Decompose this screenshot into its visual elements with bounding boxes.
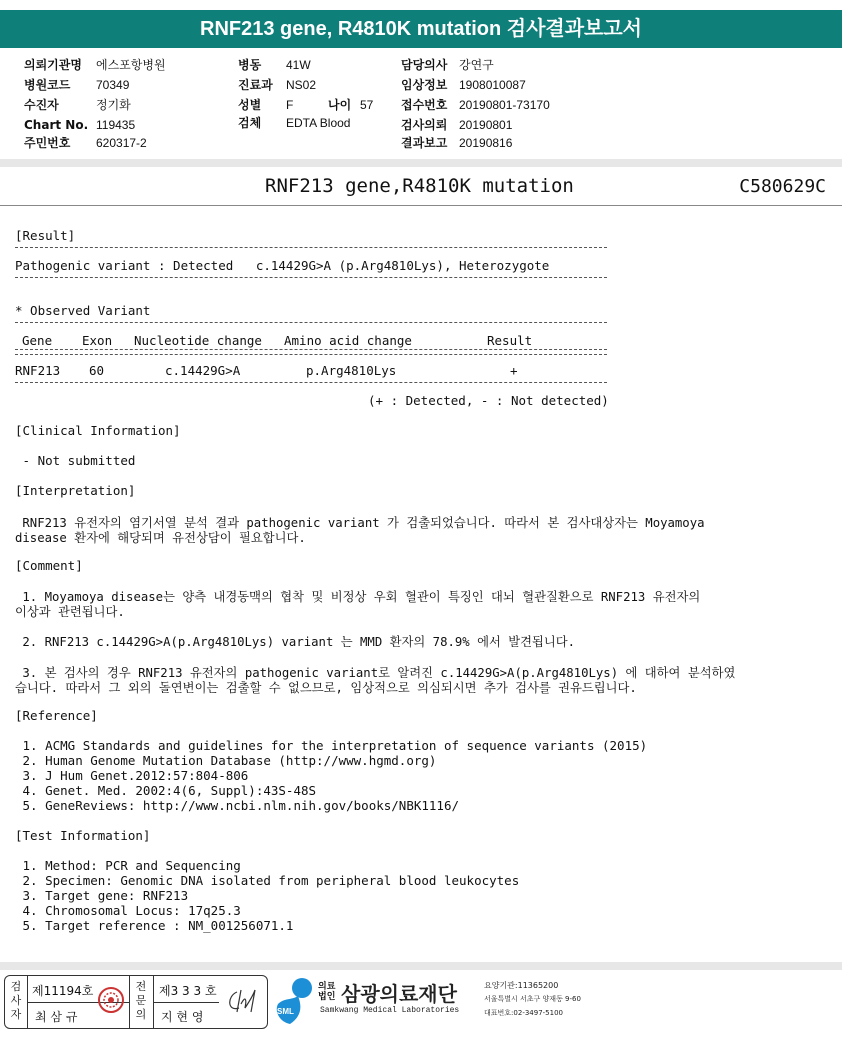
test-info-item: 5. Target reference : NM_001256071.1 — [15, 918, 294, 933]
interpretation-line-1: RNF213 유전자의 염기서열 분석 결과 pathogenic variant 가 검출되었습니다. 따라서 본 검사대상자는 Moyamoya — [15, 516, 705, 530]
table-cell-result: + — [510, 363, 518, 378]
dashed-rule — [15, 382, 607, 383]
report-header-title: RNF213 gene, R4810K mutation 검사결과보고서 — [0, 10, 842, 48]
info-clinical-info: 임상정보 1908010087 — [401, 78, 526, 92]
info-ward: 병동 41W — [238, 58, 311, 72]
org-phone: 대표번호:02-3497-5100 — [484, 1009, 563, 1017]
info-patient-name: 수진자 정기화 — [24, 98, 131, 112]
report-code: C580629C — [739, 176, 826, 197]
observed-variant-heading: * Observed Variant — [15, 303, 151, 318]
table-cell-nucleotide: c.14429G>A — [165, 363, 241, 378]
table-cell-amino-acid: p.Arg4810Lys — [306, 363, 397, 378]
specialist-name: 지 현 영 — [161, 1010, 204, 1024]
signature-box — [4, 975, 268, 1029]
org-code: 요양기관:11365200 — [484, 981, 559, 990]
report-title: RNF213 gene,R4810K mutation — [265, 175, 574, 197]
interpretation-line-2: disease 환자에 해당되며 유전상담이 필요합니다. — [15, 531, 306, 545]
seal-stamp-icon — [97, 986, 125, 1014]
reference-heading: [Reference] — [15, 708, 98, 723]
result-line: Pathogenic variant : Detected c.14429G>A (p.Arg4810Lys), Heterozygote — [15, 258, 550, 273]
table-cell-gene: RNF213 — [15, 363, 61, 378]
examiner-name: 최 삼 규 — [35, 1010, 78, 1024]
reference-item: 4. Genet. Med. 2002:4(6, Suppl):43S-48S — [15, 783, 317, 798]
test-info-item: 4. Chromosomal Locus: 17q25.3 — [15, 903, 241, 918]
table-header-result: Result — [487, 333, 533, 348]
info-receipt-no: 접수번호 20190801-73170 — [401, 98, 550, 112]
org-english-name: Samkwang Medical Laboratories — [320, 1006, 460, 1015]
table-header-amino-acid: Amino acid change — [284, 333, 412, 348]
reference-item: 1. ACMG Standards and guidelines for the interpretation of sequence variants (2015) — [15, 738, 648, 753]
examiner-license: 제11194호 — [32, 984, 94, 998]
reference-item: 3. J Hum Genet.2012:57:804-806 — [15, 768, 249, 783]
result-heading: [Result] — [15, 228, 76, 243]
comment-heading: [Comment] — [15, 558, 83, 573]
org-prefix: 의료법인 — [318, 982, 336, 1002]
examiner-label: 검사자 — [10, 980, 22, 1021]
reference-item: 2. Human Genome Mutation Database (http://www.hgmd.org) — [15, 753, 437, 768]
clinical-heading: [Clinical Information] — [15, 423, 181, 438]
comment-3-line-1: 3. 본 검사의 경우 RNF213 유전자의 pathogenic variant로 알려진 c.14429G>A(p.Arg4810Lys) 에 대하여 분석하였 — [15, 666, 736, 680]
test-info-item: 3. Target gene: RNF213 — [15, 888, 189, 903]
table-cell-exon: 60 — [89, 363, 105, 378]
sml-logo-icon — [272, 976, 316, 1026]
info-doctor: 담당의사 강연구 — [401, 58, 494, 72]
info-chart-no: Chart No. 119435 — [24, 118, 136, 132]
title-underline — [0, 205, 842, 206]
org-name: 삼광의료재단 — [341, 982, 457, 1006]
reference-item: 5. GeneReviews: http://www.ncbi.nlm.nih.gov/books/NBK1116/ — [15, 798, 460, 813]
signature-icon — [223, 986, 263, 1016]
dashed-rule — [15, 322, 607, 323]
org-address: 서울특별시 서초구 양재동 9-60 — [484, 995, 581, 1003]
info-sex: 성별 F 나이 57 — [238, 98, 374, 112]
info-referring-hospital: 의뢰기관명 에스포항병원 — [24, 58, 166, 72]
comment-3-line-2: 습니다. 따라서 그 외의 돌연변이는 검출할 수 없으므로, 임상적으로 의심되시면 추가 검사를 권유드립니다. — [15, 681, 637, 695]
table-header-nucleotide: Nucleotide change — [134, 333, 262, 348]
footer-divider — [0, 962, 842, 970]
info-hospital-code: 병원코드 70349 — [24, 78, 130, 92]
test-info-item: 2. Specimen: Genomic DNA isolated from peripheral blood leukocytes — [15, 873, 520, 888]
info-request-date: 검사의뢰 20190801 — [401, 118, 513, 132]
sml-badge: SML — [277, 1007, 294, 1016]
specialist-label: 전문의 — [135, 980, 147, 1021]
info-specimen: 검체 EDTA Blood — [238, 116, 351, 130]
dashed-rule — [15, 247, 607, 248]
table-header-exon: Exon — [82, 333, 113, 348]
specialist-license: 제3 3 3 호 — [159, 984, 217, 998]
test-info-heading: [Test Information] — [15, 828, 151, 843]
info-report-date: 결과보고 20190816 — [401, 136, 513, 150]
section-divider — [0, 159, 842, 167]
comment-1-line-1: 1. Moyamoya disease는 양측 내경동맥의 협착 및 비정상 우회 혈관이 특징인 대뇌 혈관질환으로 RNF213 유전자의 — [15, 590, 701, 604]
info-resident-no: 주민번호 620317-2 — [24, 136, 147, 150]
table-legend: (+ : Detected, - : Not detected) — [368, 393, 609, 408]
info-department: 진료과 NS02 — [238, 78, 317, 92]
interpretation-heading: [Interpretation] — [15, 483, 136, 498]
clinical-text: - Not submitted — [15, 453, 136, 468]
comment-1-line-2: 이상과 관련됩니다. — [15, 605, 125, 619]
table-header-gene: Gene — [22, 333, 53, 348]
dashed-rule — [15, 349, 607, 355]
comment-2: 2. RNF213 c.14429G>A(p.Arg4810Lys) variant 는 MMD 환자의 78.9% 에서 발견됩니다. — [15, 635, 576, 649]
dashed-rule — [15, 277, 607, 278]
patient-info-panel — [0, 52, 842, 162]
test-info-item: 1. Method: PCR and Sequencing — [15, 858, 241, 873]
